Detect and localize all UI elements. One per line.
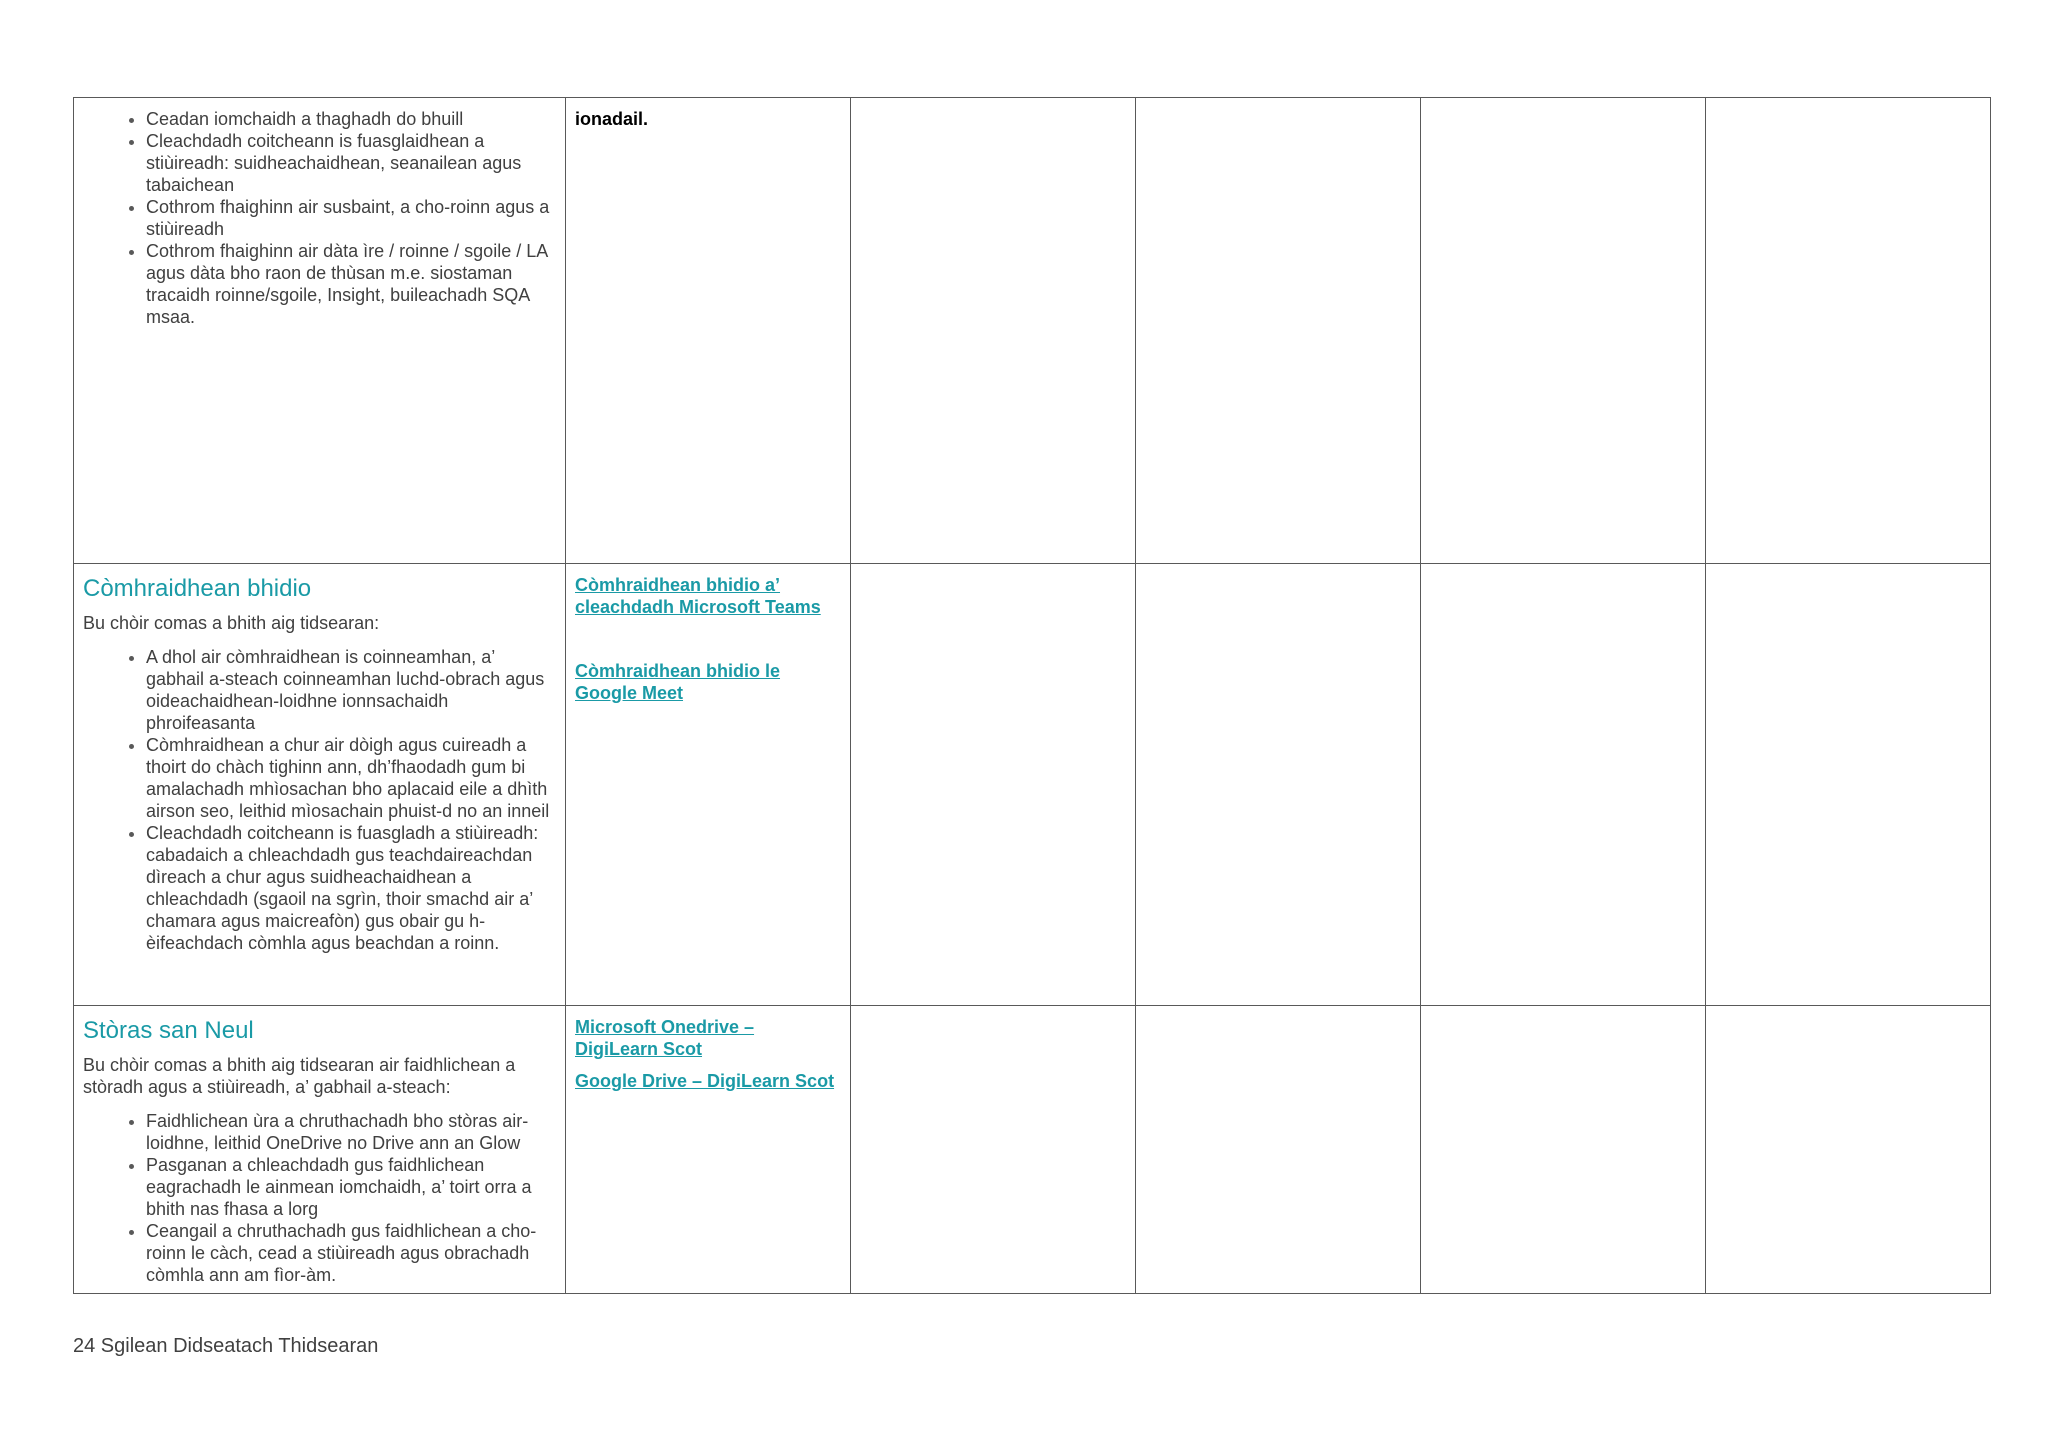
table-row bbox=[74, 564, 1991, 1006]
skills-table bbox=[73, 97, 1991, 1294]
list-item: • Cleachdadh coitcheann is fuasglaidhean a stiùireadh: suidheachaidhean, seanailean agus tabaichean bbox=[146, 130, 555, 196]
empty-cell[interactable] bbox=[851, 564, 1136, 1006]
empty-cell[interactable] bbox=[1136, 1006, 1421, 1294]
list-item: • Faidhlichean ùra a chruthachadh bho stòras air-loidhne, leithid OneDrive no Drive ann an Glow bbox=[146, 1110, 555, 1154]
skill-cell bbox=[74, 98, 566, 564]
google-meet-link[interactable]: Còmhraidhean bhidio le Google Meet bbox=[575, 661, 781, 703]
list-item: • Ceangail a chruthachadh gus faidhlichean a cho-roinn le càch, cead a stiùireadh agus obrachadh còmhla ann am fìor-àm. bbox=[146, 1220, 555, 1286]
list-item: • Cothrom fhaighinn air susbaint, a cho-roinn agus a stiùireadh bbox=[146, 196, 555, 240]
skill-intro: Bu chòir comas a bhith aig tidsearan: bbox=[83, 613, 380, 633]
skill-bullet-list bbox=[83, 1110, 555, 1286]
empty-cell[interactable] bbox=[1421, 98, 1706, 564]
list-item: • Cleachdadh coitcheann is fuasgladh a stiùireadh: cabadaich a chleachdadh gus teachdaireachdan dìreach a chur agus suidheachaidhean a chleachdadh (sgaoil na sgrìn, thoir smachd air a’ chamara agus maicreafòn) gus obair gu h-èifeachdach còmhla agus beachdan a roinn. bbox=[146, 822, 555, 954]
teams-video-link[interactable]: Còmhraidhean bhidio a’ cleachdadh Microsoft Teams bbox=[575, 575, 821, 617]
skill-cell bbox=[74, 564, 566, 1006]
resource-cell bbox=[566, 1006, 851, 1294]
empty-cell[interactable] bbox=[1421, 564, 1706, 1006]
list-item: • Ceadan iomchaidh a thaghadh do bhuill bbox=[146, 108, 555, 130]
empty-cell[interactable] bbox=[1706, 1006, 1991, 1294]
list-item: • Còmhraidhean a chur air dòigh agus cuireadh a thoirt do chàch tighinn ann, dh’fhaodadh gum bi amalachadh mhìosachan bho aplacaid eile a dhìth airson seo, leithid mìosachain phuist-d no an inneil bbox=[146, 734, 555, 822]
list-item: • A dhol air còmhraidhean is coinneamhan, a’ gabhail a-steach coinneamhan luchd-obrach agus oideachaidhean-loidhne ionnsachaidh phroifeasanta bbox=[146, 646, 555, 734]
resource-text: ionadail. bbox=[575, 109, 649, 129]
table-row bbox=[74, 98, 1991, 564]
table-row bbox=[74, 1006, 1991, 1294]
skill-bullet-list bbox=[83, 646, 555, 954]
empty-cell[interactable] bbox=[1421, 1006, 1706, 1294]
empty-cell[interactable] bbox=[851, 98, 1136, 564]
empty-cell[interactable] bbox=[1706, 564, 1991, 1006]
skill-heading: Stòras san Neul bbox=[83, 1017, 254, 1044]
list-item: • Pasganan a chleachdadh gus faidhlichean eagrachadh le ainmean iomchaidh, a’ toirt orra a bhith nas fhasa a lorg bbox=[146, 1154, 555, 1220]
empty-cell[interactable] bbox=[1136, 98, 1421, 564]
skill-bullet-list bbox=[83, 108, 555, 328]
google-drive-link[interactable]: Google Drive – DigiLearn Scot bbox=[575, 1071, 835, 1091]
resource-cell bbox=[566, 564, 851, 1006]
empty-cell[interactable] bbox=[1706, 98, 1991, 564]
page-footer: 24 Sgilean Didseatach Thidsearan bbox=[73, 1335, 379, 1357]
list-item: • Cothrom fhaighinn air dàta ìre / roinne / sgoile / LA agus dàta bho raon de thùsan m.e. siostaman tracaidh roinne/sgoile, Insight, buileachadh SQA msaa. bbox=[146, 240, 555, 328]
resource-cell bbox=[566, 98, 851, 564]
empty-cell[interactable] bbox=[1136, 564, 1421, 1006]
onedrive-link[interactable]: Microsoft Onedrive – DigiLearn Scot bbox=[575, 1017, 755, 1059]
empty-cell[interactable] bbox=[851, 1006, 1136, 1294]
skill-intro: Bu chòir comas a bhith aig tidsearan air faidhlichean a stòradh agus a stiùireadh, a’ gabhail a-steach: bbox=[83, 1055, 516, 1097]
skill-cell bbox=[74, 1006, 566, 1294]
skill-heading: Còmhraidhean bhidio bbox=[83, 575, 312, 602]
